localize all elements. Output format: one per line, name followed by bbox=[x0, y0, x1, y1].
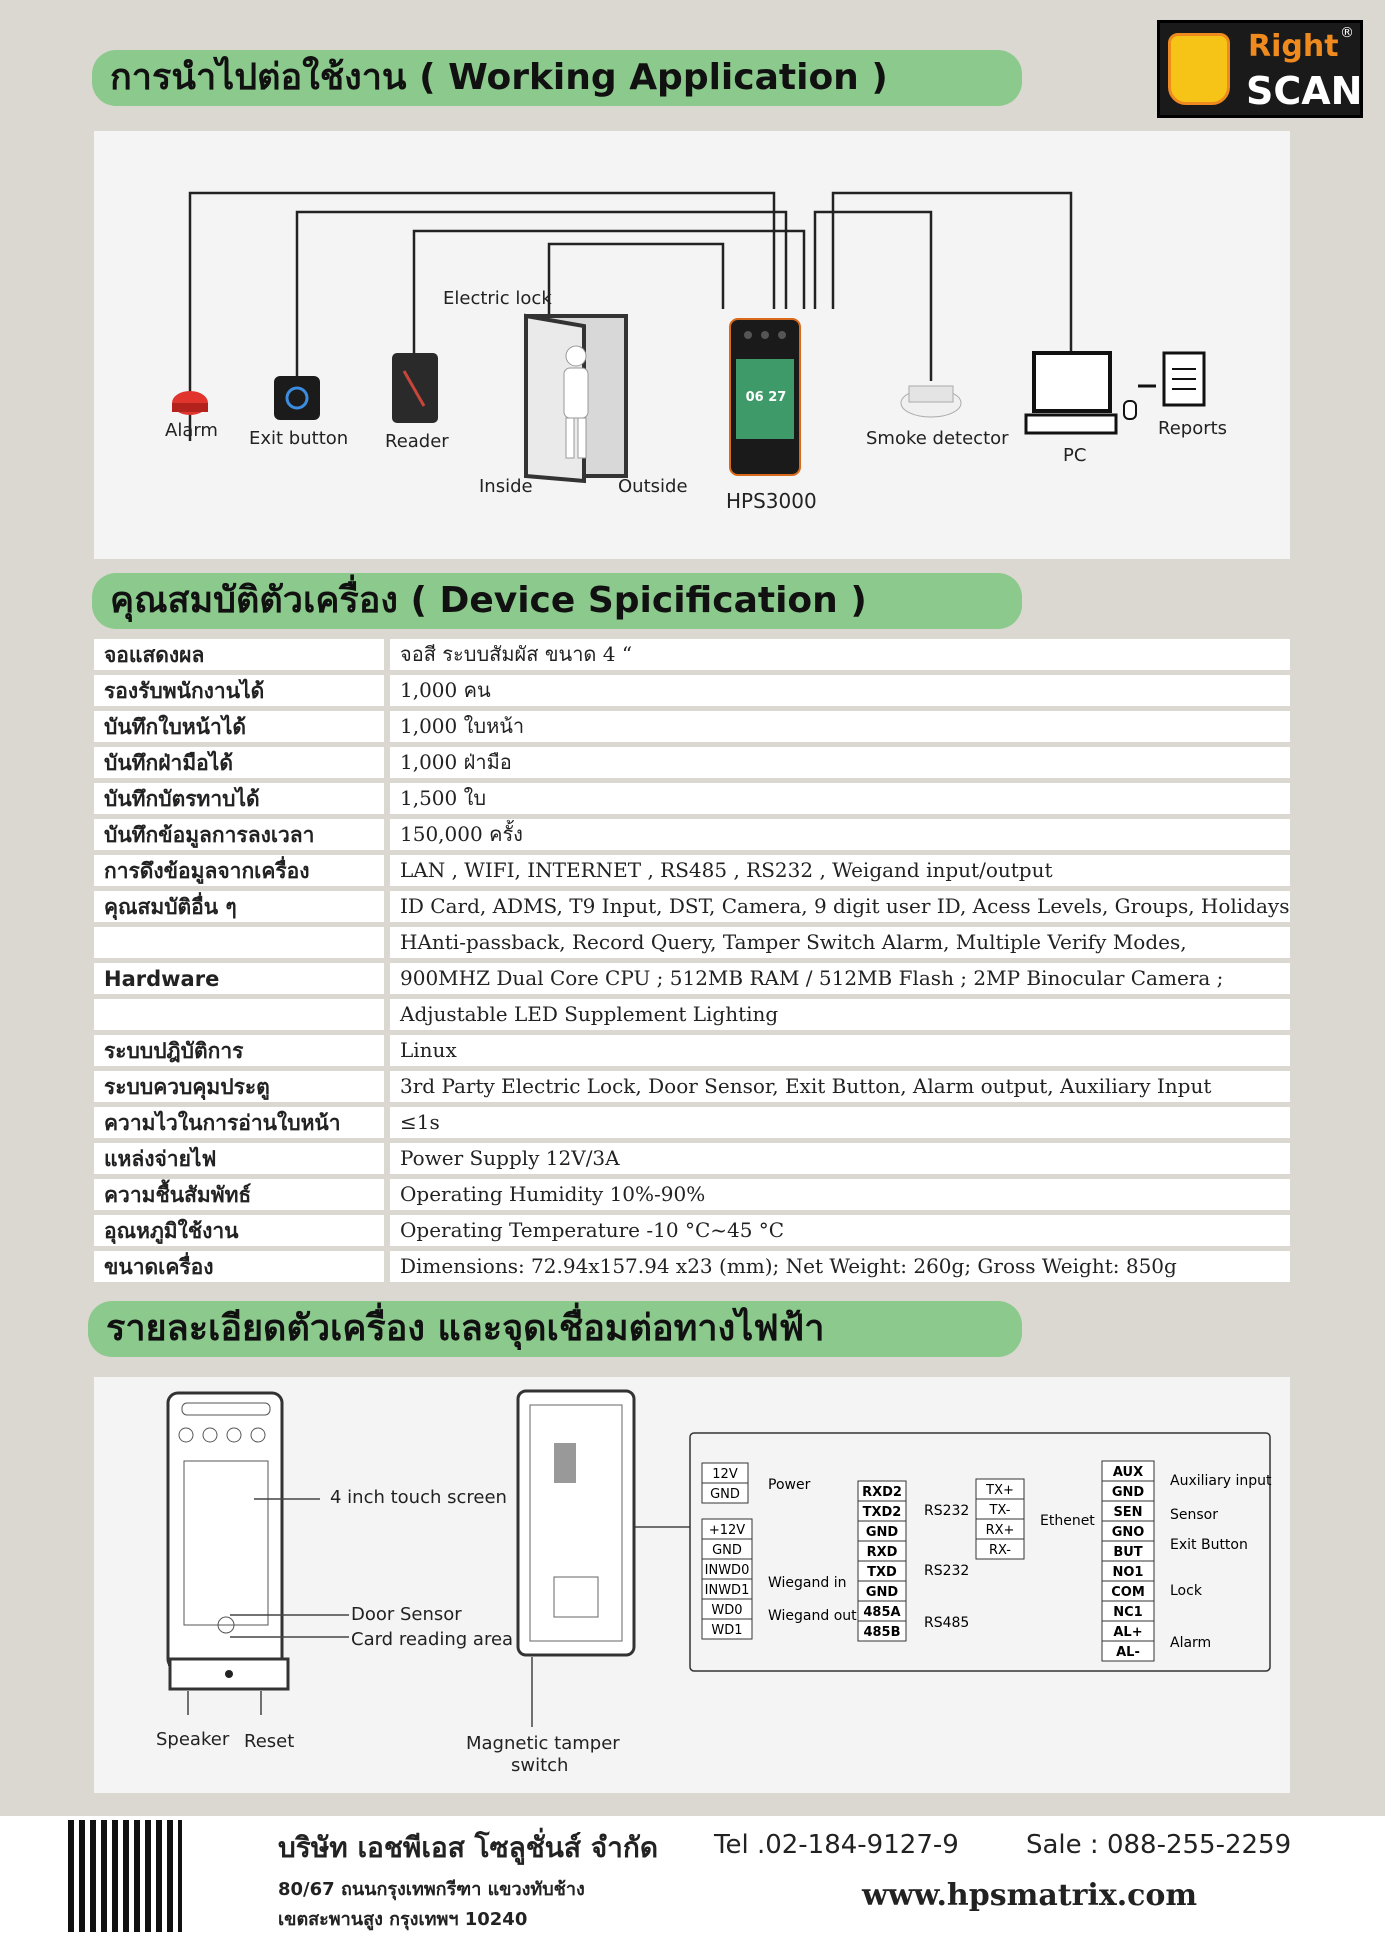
spec-row bbox=[94, 1071, 1290, 1102]
spec-row bbox=[94, 783, 1290, 814]
spec-value: 150,000 ครั้ง bbox=[390, 819, 1290, 850]
terminal-pin: RX- bbox=[989, 1543, 1011, 1558]
spec-label: บันทึกข้อมูลการลงเวลา bbox=[94, 819, 384, 850]
spec-label: บันทึกฝ่ามือได้ bbox=[94, 747, 384, 778]
company-sale: Sale : 088-255-2259 bbox=[1026, 1830, 1292, 1860]
spec-label: จอแสดงผล bbox=[94, 639, 384, 670]
spec-label: ความชื้นสัมพัทธ์ bbox=[94, 1179, 384, 1210]
smoke-detector-icon bbox=[901, 386, 961, 417]
spec-row bbox=[94, 999, 1290, 1030]
label-inside: Inside bbox=[479, 476, 533, 497]
logo-line2: SCAN bbox=[1246, 69, 1363, 113]
device-screen-time: 06 27 bbox=[745, 390, 787, 405]
device-detail-panel bbox=[94, 1377, 1290, 1793]
terminal-pin: TXD2 bbox=[862, 1505, 902, 1520]
spec-label bbox=[94, 999, 384, 1030]
spec-value: จอสี ระบบสัมผัส ขนาด 4 “ bbox=[390, 639, 1290, 670]
qr-code-icon bbox=[68, 1820, 182, 1932]
terminal-pin: INWD1 bbox=[704, 1583, 750, 1598]
terminal-pin: RX+ bbox=[985, 1523, 1015, 1538]
label-wiegand-out: Wiegand out bbox=[768, 1608, 857, 1624]
terminal-pin: 485A bbox=[863, 1605, 901, 1620]
spec-value: 1,000 ใบหน้า bbox=[390, 711, 1290, 742]
reports-icon bbox=[1164, 353, 1204, 405]
spec-label: คุณสมบัติอื่น ๆ bbox=[94, 891, 384, 922]
spec-row bbox=[94, 639, 1290, 670]
spec-value: Dimensions: 72.94x157.94 x23 (mm); Net Weight: 260g; Gross Weight: 850g bbox=[390, 1251, 1290, 1282]
terminal-pin: TX+ bbox=[986, 1483, 1014, 1498]
exit-button-icon bbox=[274, 376, 320, 420]
spec-label: รองรับพนักงานได้ bbox=[94, 675, 384, 706]
spec-row bbox=[94, 855, 1290, 886]
reader-icon bbox=[392, 353, 438, 423]
terminal-pin: RXD bbox=[866, 1545, 898, 1560]
terminal-pin: TXD bbox=[867, 1565, 897, 1580]
spec-label: อุณหภูมิใช้งาน bbox=[94, 1215, 384, 1246]
spec-value: 1,000 คน bbox=[390, 675, 1290, 706]
spec-value: Linux bbox=[390, 1035, 1290, 1066]
section-title-spec: คุณสมบัติตัวเครื่อง ( Device Spicification ) bbox=[92, 573, 1022, 629]
terminal-pin: 485B bbox=[863, 1625, 901, 1640]
spec-label: Hardware bbox=[94, 963, 384, 994]
terminal-pin: GND bbox=[865, 1585, 899, 1600]
terminal-pin: TX- bbox=[989, 1503, 1011, 1518]
terminal-pin: COM bbox=[1111, 1585, 1145, 1600]
terminal-pin: NO1 bbox=[1112, 1565, 1144, 1580]
spec-label: บันทึกบัตรทาบได้ bbox=[94, 783, 384, 814]
label-exit-button: Exit Button bbox=[1170, 1537, 1248, 1553]
terminal-pin: AL+ bbox=[1113, 1625, 1143, 1640]
wiring-diagram bbox=[94, 131, 1290, 559]
label-ethenet: Ethenet bbox=[1040, 1513, 1095, 1529]
spec-row bbox=[94, 891, 1290, 922]
spec-value: 3rd Party Electric Lock, Door Sensor, Exit Button, Alarm output, Auxiliary Input bbox=[390, 1071, 1290, 1102]
spec-row bbox=[94, 747, 1290, 778]
spec-label: บันทึกใบหน้าได้ bbox=[94, 711, 384, 742]
spec-row bbox=[94, 1143, 1290, 1174]
spec-row bbox=[94, 1215, 1290, 1246]
label-power: Power bbox=[768, 1477, 811, 1493]
terminal-pin: WD1 bbox=[711, 1623, 743, 1638]
terminal-pin: GND bbox=[710, 1487, 740, 1502]
company-tel: Tel .02-184-9127-9 bbox=[714, 1830, 959, 1860]
spec-value: ≤1s bbox=[390, 1107, 1290, 1138]
spec-value: 900MHZ Dual Core CPU ; 512MB RAM / 512MB Flash ; 2MP Binocular Camera ; bbox=[390, 963, 1290, 994]
label-electric-lock: Electric lock bbox=[443, 288, 552, 309]
terminal-pin: SEN bbox=[1113, 1505, 1143, 1520]
door-icon bbox=[526, 316, 626, 481]
label-rs485: RS485 bbox=[924, 1615, 970, 1631]
terminal-pin: RXD2 bbox=[862, 1485, 902, 1500]
spec-row bbox=[94, 927, 1290, 958]
terminal-pin: +12V bbox=[708, 1523, 746, 1538]
spec-row bbox=[94, 963, 1290, 994]
terminal-pin: NC1 bbox=[1113, 1605, 1143, 1620]
spec-row bbox=[94, 711, 1290, 742]
logo-line1: Right bbox=[1248, 29, 1339, 64]
spec-row bbox=[94, 1107, 1290, 1138]
label-smoke-detector: Smoke detector bbox=[866, 428, 1009, 449]
spec-row bbox=[94, 675, 1290, 706]
spec-label: แหล่งจ่ายไฟ bbox=[94, 1143, 384, 1174]
company-address-1: 80/67 ถนนกรุงเทพกรีฑา แขวงทับช้าง bbox=[278, 1879, 585, 1900]
terminal-pin: GND bbox=[865, 1525, 899, 1540]
company-website[interactable]: www.hpsmatrix.com bbox=[862, 1878, 1198, 1913]
label-rs232-a: RS232 bbox=[924, 1503, 970, 1519]
spec-label: การดึงข้อมูลจากเครื่อง bbox=[94, 855, 384, 886]
label-alarm: Alarm bbox=[1170, 1635, 1212, 1651]
terminal-pin: 12V bbox=[712, 1467, 738, 1482]
section-title-working: การนำไปต่อใช้งาน ( Working Application ) bbox=[92, 50, 1022, 106]
label-tamper-2: switch bbox=[511, 1755, 569, 1776]
label-outside: Outside bbox=[618, 476, 688, 497]
label-reports: Reports bbox=[1158, 418, 1228, 439]
label-reader: Reader bbox=[385, 431, 449, 452]
label-reset: Reset bbox=[244, 1731, 295, 1752]
device-front-icon bbox=[168, 1393, 288, 1689]
pc-icon bbox=[1026, 353, 1156, 433]
label-pc: PC bbox=[1063, 445, 1087, 466]
footer bbox=[0, 1816, 1385, 1937]
spec-value: HAnti-passback, Record Query, Tamper Switch Alarm, Multiple Verify Modes, bbox=[390, 927, 1290, 958]
logo-mark: ® bbox=[1340, 25, 1354, 41]
label-aux: Auxiliary input bbox=[1170, 1473, 1272, 1489]
spec-value: Operating Temperature -10 °C~45 °C bbox=[390, 1215, 1290, 1246]
terminal-pin: GNO bbox=[1111, 1525, 1145, 1540]
spec-row bbox=[94, 1179, 1290, 1210]
label-tamper-1: Magnetic tamper bbox=[466, 1733, 620, 1754]
terminal-pin: GND bbox=[1111, 1485, 1145, 1500]
label-exit-button: Exit button bbox=[249, 428, 349, 449]
spec-row bbox=[94, 1035, 1290, 1066]
spec-label: ขนาดเครื่อง bbox=[94, 1251, 384, 1282]
terminal-pin: WD0 bbox=[711, 1603, 743, 1618]
rightscan-logo bbox=[1157, 20, 1363, 118]
spec-value: 1,500 ใบ bbox=[390, 783, 1290, 814]
label-touch-screen: 4 inch touch screen bbox=[330, 1487, 507, 1508]
spec-value: Operating Humidity 10%-90% bbox=[390, 1179, 1290, 1210]
spec-value: 1,000 ฝ่ามือ bbox=[390, 747, 1290, 778]
working-application-panel bbox=[94, 131, 1290, 559]
label-card-area: Card reading area bbox=[351, 1629, 514, 1650]
spec-label: ระบบควบคุมประตู bbox=[94, 1071, 384, 1102]
label-alarm: Alarm bbox=[165, 420, 218, 441]
label-hps3000: HPS3000 bbox=[726, 489, 817, 513]
label-door-sensor: Door Sensor bbox=[351, 1604, 462, 1625]
terminal-pin: BUT bbox=[1113, 1545, 1143, 1560]
label-lock: Lock bbox=[1170, 1583, 1202, 1599]
spec-label: ความไวในการอ่านใบหน้า bbox=[94, 1107, 384, 1138]
label-speaker: Speaker bbox=[156, 1729, 230, 1750]
company-name: บริษัท เอชพีเอส โซลูชั่นส์ จำกัด bbox=[278, 1831, 658, 1864]
section-title-detail: รายละเอียดตัวเครื่อง และจุดเชื่อมต่อทางไฟฟ้า bbox=[88, 1301, 1022, 1357]
terminal-pin: GND bbox=[712, 1543, 742, 1558]
alarm-icon bbox=[172, 391, 208, 415]
company-address-2: เขตสะพานสูง กรุงเทพฯ 10240 bbox=[278, 1909, 528, 1930]
spec-value: Power Supply 12V/3A bbox=[390, 1143, 1290, 1174]
label-rs232-b: RS232 bbox=[924, 1563, 970, 1579]
spec-row bbox=[94, 819, 1290, 850]
spec-value: LAN , WIFI, INTERNET , RS485 , RS232 , Weigand input/output bbox=[390, 855, 1290, 886]
terminal-pin: INWD0 bbox=[704, 1563, 750, 1578]
terminal-pin: AL- bbox=[1116, 1645, 1140, 1660]
spec-value: ID Card, ADMS, T9 Input, DST, Camera, 9 digit user ID, Acess Levels, Groups, Holidays bbox=[390, 891, 1290, 922]
spec-row bbox=[94, 1251, 1290, 1282]
spec-label: ระบบปฎิบัติการ bbox=[94, 1035, 384, 1066]
spec-value: Adjustable LED Supplement Lighting bbox=[390, 999, 1290, 1030]
hand-icon bbox=[1168, 33, 1230, 105]
terminal-pin: AUX bbox=[1112, 1465, 1144, 1480]
device-back-icon bbox=[518, 1391, 634, 1655]
label-sensor: Sensor bbox=[1170, 1507, 1218, 1523]
spec-label bbox=[94, 927, 384, 958]
label-wiegand-in: Wiegand in bbox=[768, 1575, 847, 1591]
